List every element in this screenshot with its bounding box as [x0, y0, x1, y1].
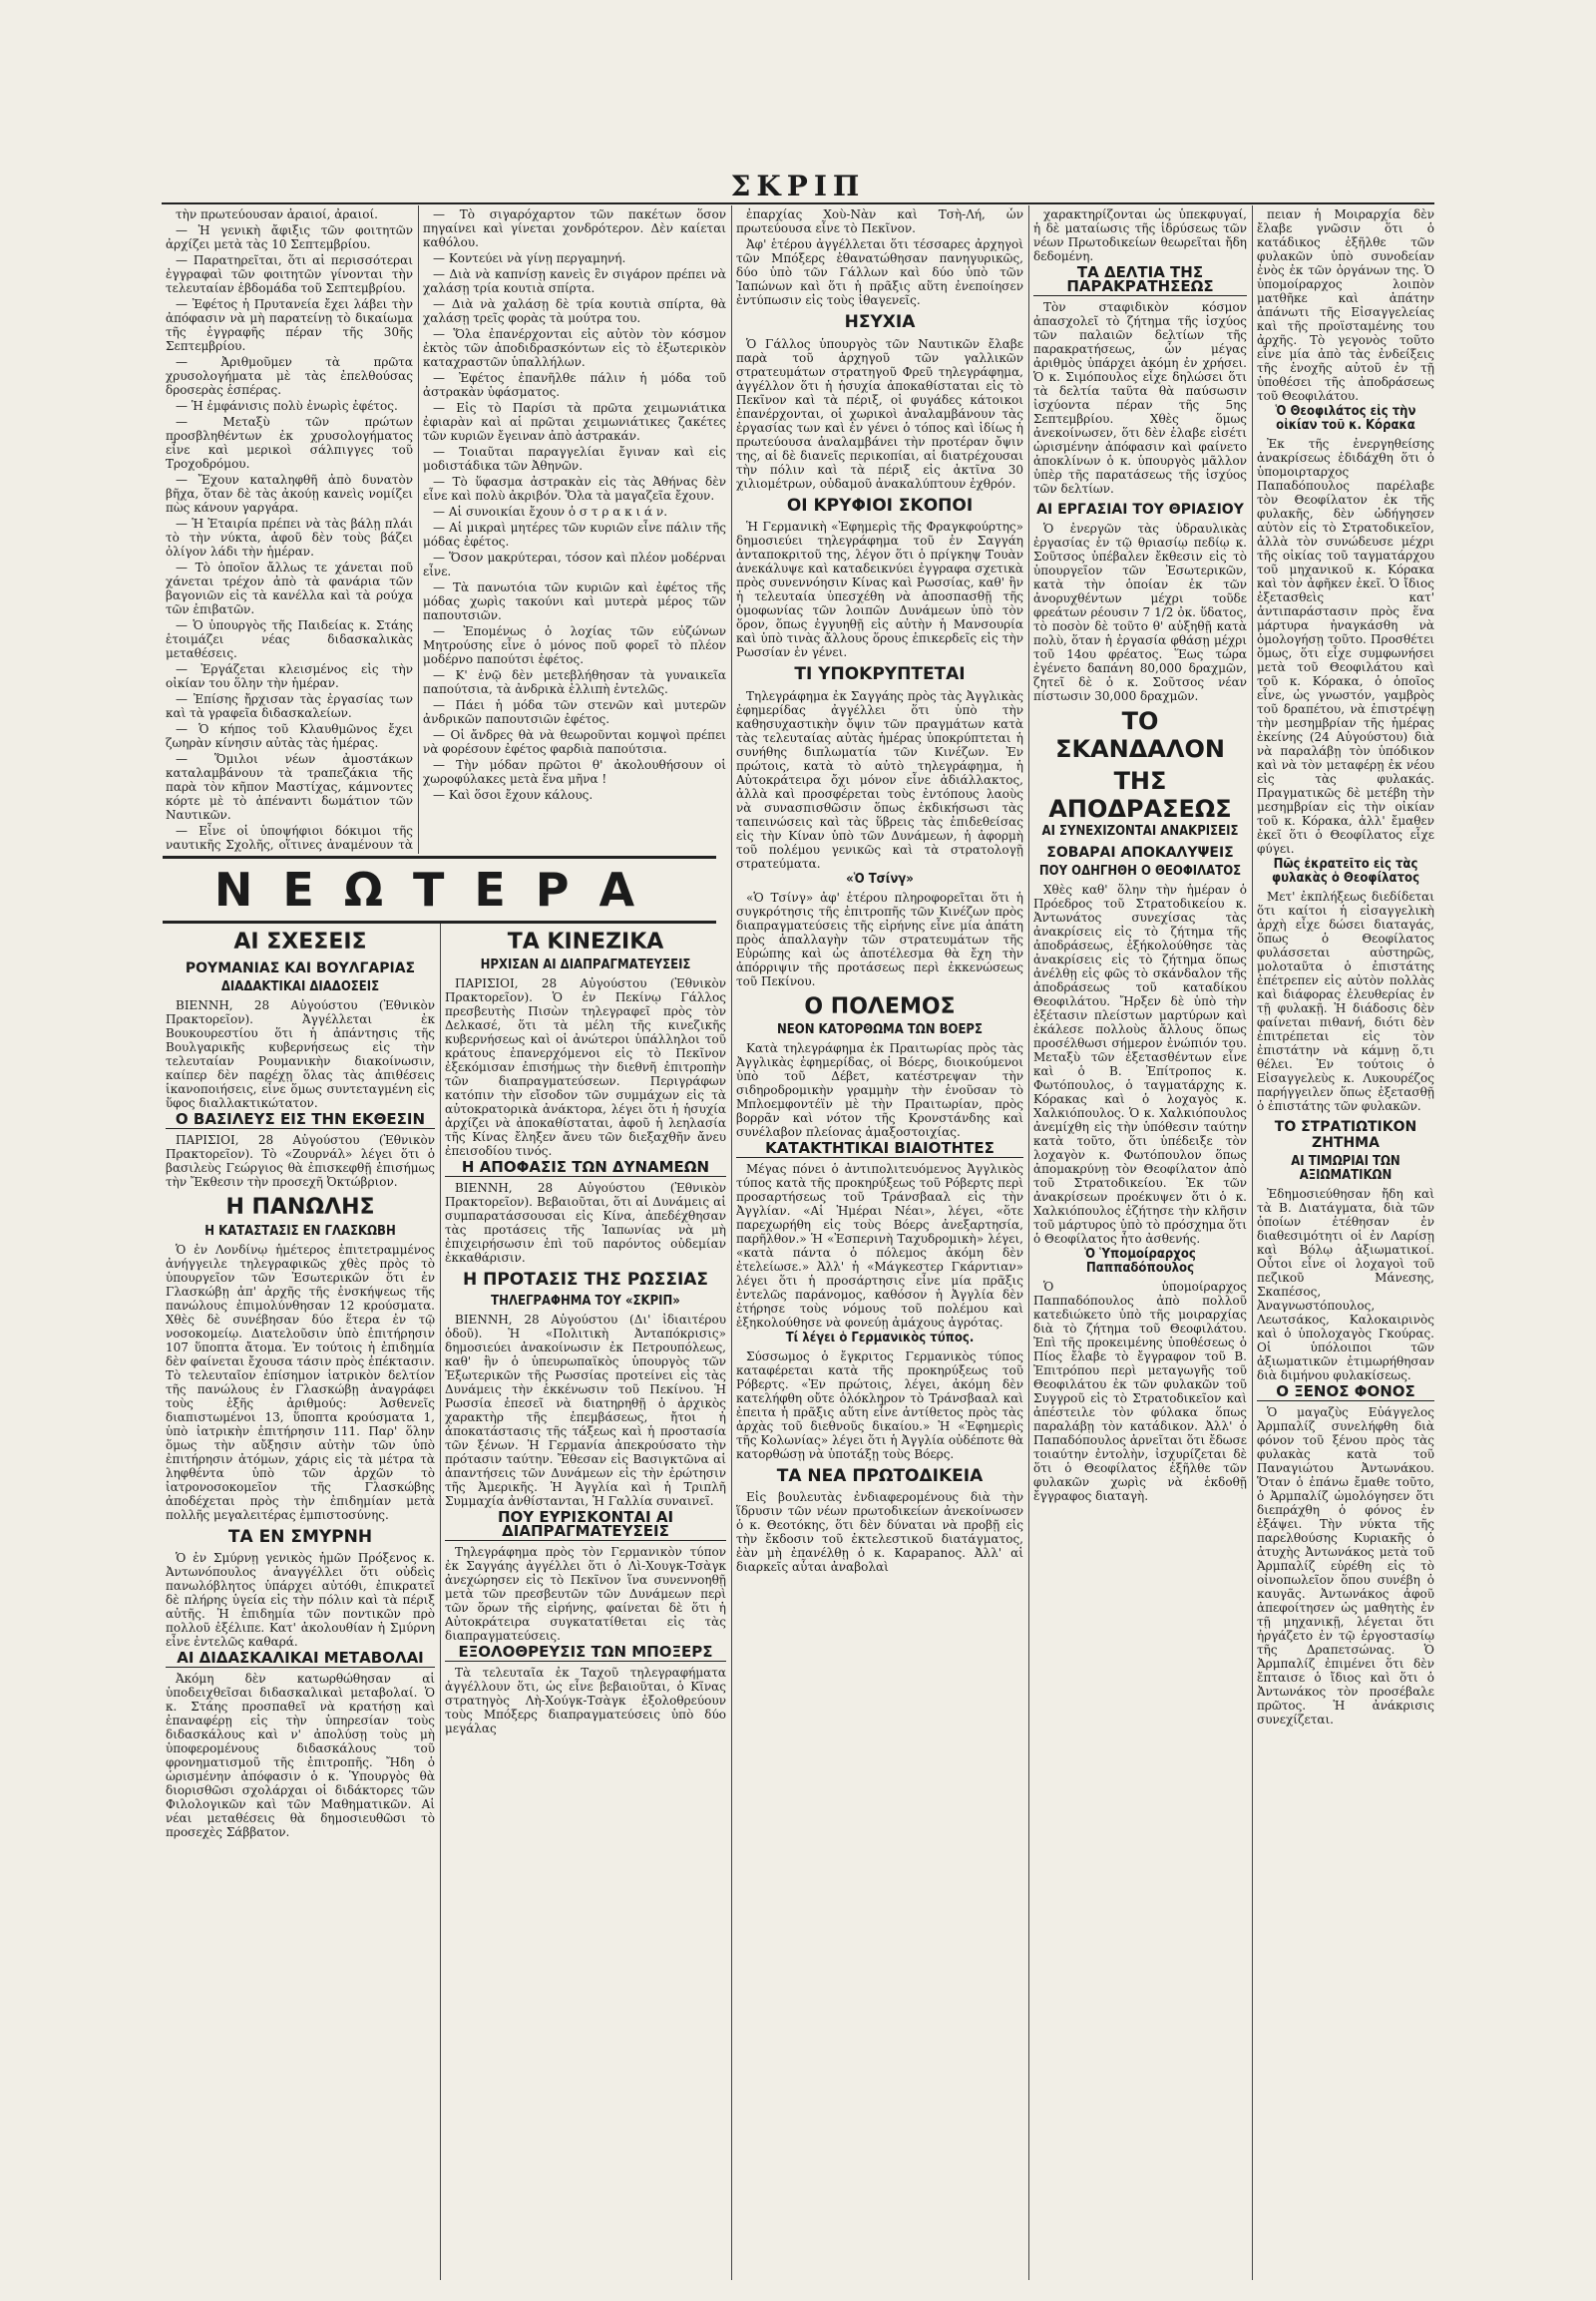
news-item: — Ἐπομένως ὁ λοχίας τῶν εὐζώνων Μητρούσης εἶνε ὁ μόνος ποῦ φορεῖ τὸ πλέον μοδέρνο παπούτσι ἐφέτος. — [423, 624, 726, 666]
news-item: — Ἐργάζεται κλεισμένος εἰς τὴν οἰκίαν του ὅλην τὴν ἡμέραν. — [166, 662, 413, 690]
column-rule — [1252, 205, 1253, 2280]
headline: Ο ΞΕΝΟΣ ΦΟΝΟΣ — [1257, 1384, 1434, 1401]
article-text: Ὁ ἐνεργῶν τὰς ὑδραυλικὰς ἐργασίας ἐν τῷ θριασίῳ πεδίῳ κ. Σοῦτσος ὑπέβαλεν ἔκθεσιν εἰς τὸ ὑπουργεῖον τῶν Ἐσωτερικῶν, κατὰ τὴν ὁποίαν ἐκ τῶν ἀνορυχθέντων μέχρι τοῦδε φρεάτων ρέουσιν 7 1/2 ὀκ. ὕδατος, τὸ ποσὸν δὲ τοῦτο θ' αὐξηθῇ κατὰ πολὺ, ὅταν ἡ ἐργασία φθάσῃ μέχρι τοῦ 14ου φρέατος. Ἕως τώρα ἐγένετο δαπάνη 80,000 δραχμῶν, ζητεῖ δὲ ὁ κ. Σοῦτσος νέαν πίστωσιν 30,000 δραχμῶν. — [1033, 522, 1247, 704]
column-2-news — [445, 924, 726, 2280]
headline: ΤΑ ΔΕΛΤΙΑ ΤΗΣ ΠΑΡΑΚΡΑΤΗΣΕΩΣ — [1033, 265, 1247, 296]
news-item: πειαν ἡ Μοιραρχία δὲν ἔλαβε γνῶσιν ὅτι ὁ κατάδικος ἐξῆλθε τῶν φυλακῶν ὑπὸ συνοδείαν ἐνὸς ἐκ τῶν ὀργάνων της. Ὁ ὑπομοίραρχος λοιπὸν ματθῆκε καὶ ἀπάτην ἀπάνωτι τῆς Εἰσαγγελείας καὶ τῆς προϊσταμένης του ἀρχῆς. Τὸ γεγονὸς τοῦτο εἶνε μία ἀπὸ τὰς ἐνδείξεις τῆς ἐνοχῆς αὐτοῦ ἐν τῇ ὑποθέσει τῆς ἀποδράσεως τοῦ Θεοφιλάτου. — [1257, 207, 1434, 403]
article-text: Ἡ Γερμανικὴ «Ἐφημερὶς τῆς Φραγκφούρτης» δημοσιεύει τηλεγράφημα τοῦ ἐν Σαγγάη ἀνταποκριτοῦ της, λέγον ὅτι ὁ πρίγκηψ Τουὰν ἀνεκάλυψε καὶ καταδεικνύει ἐγγραφα σχετικὰ πρὸς συνεννόησιν Κίνας καὶ Ρωσσίας, καθ' ἣν ἡ τελευταία ὑπεσχέθη νὰ ἀποσπασθῇ τῆς ὁμοφωνίας τῶν λοιπῶν Δυνάμεων ὑπὸ τὸν ὅρον, ὅπως ἐγγυηθῇ εἰς αὐτὴν ἡ Μανσουρία καὶ ὑπὸ τινὰς ἄλλους ὅρους ἐπικερδεῖς εἰς τὴν Ρωσσίαν ἐν γένει. — [736, 520, 1023, 660]
article-text: Ὁ Γάλλος ὑπουργὸς τῶν Ναυτικῶν ἔλαβε παρὰ τοῦ ἀρχηγοῦ τῶν γαλλικῶν στρατευμάτων στρατηγοῦ Φρεῦ τηλεγράφημα, ἀγγέλλον ὅτι ἡ ἡσυχία ἀποκαθίσταται εἰς τὸ Πεκῖνον καὶ τὰ πέριξ, οἱ φυγάδες κάτοικοι ἐπανέρχονται, οἱ χωρικοὶ ἀναλαμβάνουν τὰς ἐργασίας των καὶ ἐν γένει ὁ τόπος καὶ ἰδίως ἡ πρωτεύουσα ἀναλαμβάνει τὴν προτέραν ὄψιν της, αἱ δὲ διανεῖς περικοπίαι, αἱ διατρέχουσαι τὴν πόλιν καὶ τὰ πέριξ εἰς ἀκτῖνα 30 χιλιομέτρων, οὐδαμοῦ ἀνακαλύπτουν ἐχθρόν. — [736, 336, 1023, 491]
subheadline: ΡΟΥΜΑΝΙΑΣ ΚΑΙ ΒΟΥΛΓΑΡΙΑΣ — [185, 960, 416, 977]
column-4 — [1033, 207, 1247, 2280]
subheadline: Ὁ Ὑπομοίραρχος Παππαδόπουλος — [1084, 1247, 1196, 1277]
column-rule — [418, 205, 419, 854]
masthead-rule — [162, 202, 1434, 204]
subheadline: ΝΕΟΝ ΚΑΤΟΡΘΩΜΑ ΤΩΝ ΒΟΕΡΣ — [776, 1021, 983, 1037]
subheadline: ΑΙ ΤΙΜΩΡΙΑΙ ΤΩΝ ΑΞΙΩΜΑΤΙΚΩΝ — [1291, 1154, 1400, 1184]
headline: ΚΑΤΑΚΤΗΤΙΚΑΙ ΒΙΑΙΟΤΗΤΕΣ — [736, 1141, 1023, 1158]
article-text: Τηλεγράφημα ἐκ Σαγγάης πρὸς τὰς Ἀγγλικὰς ἐφημερίδας ἀγγέλλει ὅτι ὑπὸ τὴν καθησυχαστικὴν ὄψιν τῶν πραγμάτων κατὰ τὰς τελευταίας αὐτὰς ἡμέρας ὑποκρύπτεται ἡ συνήθης διπλωματία τῶν Κινέζων. Ἐν πρώτοις, κατὰ τὸ αὐτὸ τηλεγράφημα, ἡ Αὐτοκράτειρα ὄχι μόνον εἶνε ἀδιάλλακτος, ἀλλὰ καὶ προσφέρεται τοὺς ἐντόπους λαοὺς νὰ συνασπισθῶσιν ὅπως ἐκδικήσωσι τὰς ταπεινώσεις καὶ τὰς ὕβρεις τὰς ἐπιδεθείσας εἰς τὴν Κίναν ὑπὸ τῶν Δυνάμεων, ἡ ἀφορμὴ τοῦ πολέμου γενικῶς καὶ τὰ στρατολογῇ στρατεύματα. — [736, 688, 1023, 871]
article-text: ΒΙΕΝΝΗ, 28 Αὐγούστου (Ἐθνικὸν Πρακτορεῖον). Ἀγγέλλεται ἐκ Βουκουρεστίου ὅτι ἡ ἀπάντησις τῆς Βουλγαρικῆς κυβερνήσεως εἰς τὴν τελευταίαν Ρουμανικὴν διακοίνωσιν, καίπερ δὲν παρέχῃ ὅλας τὰς ἀπιθέσεις ἱκανοποιήσεις, εἶνε ὅμως συντεταγμένη εἰς ὕφος διαλλακτικώτατον. — [166, 998, 435, 1111]
news-item: τὴν πρωτεύουσαν ἀραιοί, ἀραιοί. — [176, 207, 378, 221]
column-1-top — [166, 207, 413, 852]
subheadline: Πῶς ἐκρατεῖτο εἰς τὰς φυλακὰς ὁ Θεοφίλατος — [1272, 857, 1419, 886]
subheadline: ΠΟΥ ΟΔΗΓΗΘΗ Ο ΘΕΟΦΙΛΑΤΟΣ — [1038, 864, 1242, 880]
headline: ΑΙ ΣΧΕΣΕΙΣ — [233, 930, 367, 955]
column-rule — [731, 205, 732, 2280]
subheadline: Η ΚΑΤΑΣΤΑΣΙΣ ΕΝ ΓΛΑΣΚΩΒΗ — [204, 1223, 396, 1239]
news-item: — Διὰ νὰ χαλάσῃ δὲ τρία κουτιὰ σπίρτα, θὰ χαλάσῃ τρεῖς φορὰς τὰ μούτρα του. — [423, 297, 726, 325]
column-rule — [1028, 205, 1029, 2280]
article-text: ΒΙΕΝΝΗ, 28 Αὐγούστου (Ἐθνικὸν Πρακτορεῖον). Βεβαιοῦται, ὅτι αἱ Δυνάμεις αἱ συμπαρατάσσουσαι εἰς Κίνα, ἀπεδέχθησαν τὰς προτάσεις τῆς Ἰαπωνίας νὰ μὴ ἐπιχειρήσωσιν ἐπὶ τοῦ παρόντος οὐδεμίαν ἐκκαθάρισιν. — [445, 1181, 726, 1266]
news-item: — Ὁ κήπος τοῦ Κλαυθμῶνος ἔχει ζωηρὰν κίνησιν αὐτὰς τὰς ἡμέρας. — [166, 722, 413, 750]
headline: ΑΙ ΕΡΓΑΣΙΑΙ ΤΟΥ ΘΡΙΑΣΙΟΥ — [1036, 502, 1244, 518]
headline: Ο ΠΟΛΕΜΟΣ — [804, 993, 956, 1019]
article-text: Κατὰ τηλεγράφημα ἐκ Πραιτωρίας πρὸς τὰς Ἀγγλικὰς ἐφημερίδας, οἱ Βόερς, διοικούμενοι ὑπὸ τοῦ Δέβετ, κατέστρεψαν τὴν σιδηροδρομικὴν γραμμὴν τὴν ἑνοῦσαν τὸ Μπλοεμφοντέϊν μὲ τὴν Πραιτωρίαν, πρὸς βορρᾶν καὶ νότον τῆς Κρονστάνδης καὶ συνέλαβον πλείονας ἁμαξοστοιχίας. — [736, 1040, 1023, 1139]
article-text: «Ὁ Τσίνγ» ἀφ' ἑτέρου πληροφορεῖται ὅτι ἡ συγκρότησις τῆς ἐπιτροπῆς τῶν Κινέζων πρὸς διαπραγματεύσεις τῆς εἰρήνης εἶνε μία ἀπάτη πρὸς ἀπαλλαγὴν τῶν στρατευμάτων τῆς Εὐρώπης καὶ ὡς ἀποτέλεσμα θὰ ἔχη τὴν ἀπόρριψιν τῆς προτάσεως περὶ ἐκκενώσεως τοῦ Πεκίνου. — [736, 890, 1023, 988]
headline: Ο ΒΑΣΙΛΕΥΣ ΕΙΣ ΤΗΝ ΕΚΘΕΣΙΝ — [166, 1112, 435, 1129]
headline: ΤΙ ΥΠΟΚΡΥΠΤΕΤΑΙ — [794, 664, 966, 685]
masthead-title: ΣΚΡΙΠ — [730, 170, 866, 202]
news-item: — Ἡ Ἑταιρία πρέπει νὰ τὰς βάλῃ πλάι τὸ τὴν νύκτα, ἀφοῦ δὲν τοὺς βάζει ὀλίγον λάδι τὴν ἡμέραν. — [166, 517, 413, 559]
news-item: — Αἱ συνοικίαι ἔχουν ὁ σ τ ρ α κ ι ά ν. — [433, 505, 668, 519]
news-item: — Εἰς τὸ Παρίσι τὰ πρῶτα χειμωνιάτικα ἐφιαρὰν καὶ αἱ πρῶται χειμωνιάτικες ζακέτες τῶν κυριῶν ἔγειναν ἀπὸ ἀστρακάν. — [423, 401, 726, 443]
subheadline: ΔΙΑΔΑΚΤΙΚΑΙ ΔΙΑΔΟΣΕΙΣ — [220, 979, 380, 995]
news-item: — Τὰ πανωτόια τῶν κυριῶν καὶ ἐφέτος τῆς μόδας χωρὶς τακούνι καὶ μυτερὰ μέρος τῶν παπουτσιῶν. — [423, 580, 726, 622]
headline: Η ΠΡΟΤΑΣΙΣ ΤΗΣ ΡΩΣΣΙΑΣ — [462, 1270, 709, 1291]
news-item: χαρακτηρίζονται ὡς ὑπεκφυγαί, ἡ δὲ ματαίωσις τῆς ἱδρύσεως τῶν νέων Πρωτοδικείων θεωρεῖται ἤδη δεδομένη. — [1033, 207, 1247, 263]
headline: ΑΙ ΔΙΔΑΣΚΑΛΙΚΑΙ ΜΕΤΑΒΟΛΑΙ — [166, 1651, 435, 1668]
news-item: — Κ' ἐνῷ δὲν μετεβλήθησαν τὰ γυναικεῖα παπούτσια, τὰ ἀνδρικὰ ἐλλιπὴ ἐντελῶς. — [423, 668, 726, 696]
news-item: — Τὴν μόδαν πρῶτοι θ' ἀκολουθήσουν οἱ χωροφύλακες μετὰ ἕνα μῆνα ! — [423, 758, 726, 786]
section-banner-neotera: ΝΕΩΤΕΡΑ — [163, 856, 716, 924]
subheadline: «Ὁ Τσίνγ» — [846, 871, 914, 887]
news-item: — Ὅλα ἐπανέρχονται εἰς αὐτὸν τὸν κόσμον ἐκτὸς τῶν ἀποδιδρασκόντων εἰς τὸ ἐξωτερικὸν καταχραστῶν ὑπαλλήλων. — [423, 327, 726, 369]
news-item: — Διὰ νὰ καπνίσῃ κανεὶς ἓν σιγάρον πρέπει νὰ χαλάσῃ τρία κουτιὰ σπίρτα. — [423, 267, 726, 295]
article-text: Χθὲς καθ' ὅλην τὴν ἡμέραν ὁ Πρόεδρος τοῦ Στρατοδικείου κ. Ἀντωνάτος συνεχίσας τὰς ἀνακρίσεις εἰς τὸ ζήτημα τῆς ἀποδράσεως, ἐξήκολούθησε τὰς ἀνακρίσεις εἰς τὸ ζήτημα ὅπως ἀνέλθῃ εἰς φῶς τὸ σκάνδαλον τῆς ἀποδράσεως τοῦ καταδίκου Θεοφιλάτου. Ἤρξεν δὲ ὑπὸ τὴν ἐξέτασιν πλείστων μαρτύρων καὶ ἐκάλεσε πολλοὺς ἄλλους ὅπως προσέλθωσι σήμερον ἐνώπιόν του. Μεταξὺ τῶν ἐξετασθέντων εἶνε καὶ ὁ Β. Ἐπίτροπος κ. Φωτόπουλος, ὁ ταγματάρχης κ. Κόρακας καὶ ὁ λοχαγὸς κ. Χαλκιόπουλος. Ὁ κ. Χαλκιόπουλος ἀνεμίχθη εἰς τὴν ὑπόθεσιν ταύτην κατὰ τοῦτο, ὅτι ὑπέδειξε τὸν λοχαγὸν κ. Φωτόπουλον ὅπως ἀπομακρύνῃ τὸν Θεοφίλατον ἀπὸ τοῦ Στρατοδικείου. Ἐκ τῶν ἀνακρίσεων προέκυψεν ὅτι ὁ κ. Χαλκιόπουλος ἐζήτησε τὴν κλῆσιν τοῦ μάρτυρος ὑπὸ τὸ πρόσχημα ὅτι ὁ Θεοφίλατος ἦτο ἀσθενής. — [1033, 883, 1247, 1247]
news-item: — Τοιαῦται παραγγελίαι ἔγιναν καὶ εἰς μοδιστάδικα τῶν Ἀθηνῶν. — [423, 445, 726, 473]
column-3 — [736, 207, 1023, 2280]
news-item: — Παρατηρεῖται, ὅτι αἱ περισσότεραι ἐγγραφαὶ τῶν φοιτητῶν γίνονται τὴν τελευταίαν ἑβδομάδα τοῦ Σεπτεμβρίου. — [166, 253, 413, 295]
news-item: — Ἔχουν καταληφθῆ ἀπὸ δυνατὸν βῆχα, ὅταν δὲ τὰς ἀκούῃ κανεὶς νομίζει πὼς κάνουν γαργάρα. — [166, 473, 413, 515]
column-rule — [440, 922, 441, 2280]
subheadline: ΤΗΛΕΓΡΑΦΗΜΑ ΤΟΥ «ΣΚΡΙΠ» — [491, 1293, 680, 1309]
headline: ΟΙ ΚΡΥΦΙΟΙ ΣΚΟΠΟΙ — [786, 495, 974, 516]
subheadline: Ὁ Θεοφιλάτος εἰς τὴν οἰκίαν τοῦ κ. Κόρακα — [1275, 404, 1416, 433]
article-text: Τηλεγράφημα πρὸς τὸν Γερμανικὸν τύπον ἐκ Σαγγάης ἀγγέλλει ὅτι ὁ Λὶ-Χουγκ-Τσὰγκ ἀνεχώρησεν εἰς τὸ Πεκῖνον ἵνα συνεννοηθῇ μετὰ τῶν πρεσβευτῶν τῶν Δυνάμεων περὶ τῶν ὅρων τῆς εἰρήνης, φαίνεται δὲ ὅτι ἡ Αὐτοκράτειρα συγκατατίθεται εἰς τὰς διαπραγματεύσεις. — [445, 1544, 726, 1643]
news-item: — Εἶνε οἱ ὑποψήφιοι δόκιμοι τῆς ναυτικῆς Σχολῆς, οἵτινες ἀναμένουν τὰ — [166, 824, 413, 852]
article-text: Σύσσωμος ὁ ἔγκριτος Γερμανικὸς τύπος καταφέρεται κατὰ τῆς προκηρύξεως τοῦ Ρόβερτς. «Ἐν πρώτοις, λέγει, ἀκόμη δὲν κατελήφθη οὔτε ὁλόκληρον τὸ Τράνσβααλ καὶ ἐπειτα ἡ πρᾶξις αὕτη εἶνε ἀντίθετος πρὸς τὰς ἀρχὰς τοῦ διεθνοῦς δικαίου.» Ἡ «Ἐφημερὶς τῆς Κολωνίας» λέγει ὅτι ἡ Ἀγγλία οὐδέποτε θὰ κατορθώσῃ νὰ ὑποτάξῃ τοὺς Βόερς. — [736, 1348, 1023, 1461]
news-item: ἐπαρχίας Χοὺ-Νὰν καὶ Τσὴ-Λή, ὧν πρωτεύουσα εἶνε τὸ Πεκῖνον. — [736, 207, 1023, 235]
headline: ΤΟ ΣΚΑΝΔΑΛΟΝ — [1055, 707, 1225, 764]
article-text: Τὰ τελευταῖα ἐκ Ταχοῦ τηλεγραφήματα ἀγγέλλουν ὅτι, ὡς εἶνε βεβαιοῦται, ὁ Κῖνας στρατηγὸς Λὴ-Χούγκ-Τσὰγκ ἐξολοθρεύουν τοὺς Μπόξερς διαπραγματεύσεις ὑπὸ δύο μεγάλας — [445, 1665, 726, 1735]
column-2-top — [423, 207, 726, 852]
news-item: — Πάει ἡ μόδα τῶν στενῶν καὶ μυτερῶν ἀνδρικῶν παπουτσιῶν ἐφέτος. — [423, 698, 726, 726]
headline: ΤΑ ΕΝ ΣΜΥΡΝΗ — [227, 1526, 373, 1547]
news-item: — Ἡ γενικὴ ἄφιξις τῶν φοιτητῶν ἀρχίζει μετὰ τὰς 10 Σεπτεμβρίου. — [166, 223, 413, 251]
news-item: — Ὁ ὑπουργὸς τῆς Παιδείας κ. Στάης ἑτοιμάζει νέας διδασκαλικὰς μεταθέσεις. — [166, 618, 413, 660]
subheadline: ΑΙ ΣΥΝΕΧΙΖΟΝΤΑΙ ΑΝΑΚΡΙΣΕΙΣ — [1041, 824, 1239, 840]
news-item: — Ἡ ἐμφάνισις πολὺ ἐνωρὶς ἐφέτος. — [176, 399, 398, 413]
news-item: — Καὶ ὅσοι ἔχουν κάλους. — [433, 788, 594, 802]
column-1-news — [166, 924, 435, 2280]
article-text: ΒΙΕΝΝΗ, 28 Αὐγούστου (Δι' ἰδιαιτέρου ὁδοῦ). Ἡ «Πολιτικὴ Ἀνταπόκρισις» δημοσιεύει ἀνακοίνωσιν ἐκ Πετρουπόλεως, καθ' ἣν ὁ ὑπευρωπαϊκὸς ὑπουργὸς τῶν Ἐξωτερικῶν τῆς Ρωσσίας προτείνει εἰς τὰς Δυνάμεις τὴν ἐκκένωσιν τοῦ Πεκίνου. Ἡ Ρωσσία ἐπεσεῖ νὰ διατηρηθῇ ὁ ἀρχικὸς χαρακτὴρ τῆς ἐπεμβάσεως, ἤτοι ἡ ἀποκατάστασις τῆς τάξεως καὶ ἡ προστασία τῶν ξένων. Ἡ Γερμανία ἀπεκρούσατο τὴν πρότασιν ταύτην. Ἔθεσαν εἰς Βασιγκτῶνα αἱ ἀπαντήσεις τῶν Δυνάμεων εἰς τὴν ἐρώτησιν τῆς Ἀμερικῆς. Ἡ Ἀγγλία καὶ ἡ Τριπλῆ Συμμαχία ἀνθίστανται, Ἡ Γαλλία συναινεῖ. — [445, 1312, 726, 1508]
article-text: Εἰς βουλευτὰς ἐνδιαφερομένους διὰ τὴν ἵδρυσιν τῶν νέων πρωτοδικείων ἀνεκοίνωσεν ὁ κ. Θεοτόκης, ὅτι δὲν δύναται νὰ προβῇ εἰς τὴν ἔκδοσιν τοῦ ἐκτελεστικοῦ διατάγματος, ἐὰν μὴ ἐπανέλθῃ ὁ κ. Καρapanος. Ἀλλ' αἱ διαρκεῖς αὗται ἀναβολαὶ — [736, 1490, 1023, 1575]
headline: ΗΣΥΧΙΑ — [844, 312, 916, 332]
article-text: Ἐκ τῆς ἐνεργηθείσης ἀνακρίσεως ἐδιδάχθη ὅτι ὁ ὑπομοιρταρχος Παπαδόπουλος παρέλαβε τὸν Θεοφίλατον ἐκ τῆς φυλακῆς, δὲν ὡδήγησεν αὐτὸν εἰς τὸ Στρατοδικεῖον, ἀλλὰ τὸν συνώδευσε μέχρι τῆς οἰκίας τοῦ ταγματάρχου τοῦ μηχανικοῦ κ. Κόρακα καὶ τὸν ἀφῆκεν ἐκεῖ. Ὁ ἴδιος ἐξετασθεὶς κατ' ἀντιπαράστασιν πρὸς ἕνα μάρτυρα ἠναγκάσθη νὰ ὁμολογήσῃ τοῦτο. Προσθέτει ὅμως, ὅτι εἶχε συμφωνήσει μετὰ τοῦ Θεοφιλάτου καὶ τοῦ κ. Κόρακα, ὁ ὁποῖος εἶνε, ὡς γνωστόν, γαμβρὸς τοῦ δραπέτου, νὰ ἐπιστρέψῃ τὴν μεσημβρίαν τῆς ἡμέρας ἐκείνης (24 Αὐγούστου) διὰ νὰ παραλάβῃ τὸν ὑπόδικον καὶ νὰ τὸν μεταφέρῃ ἐκ νέου εἰς τὰς φυλακάς. Πραγματικῶς δὲ μετέβη τὴν μεσημβρίαν εἰς τὴν οἰκίαν τοῦ κ. Κόρακα, ἀλλ' ἔμαθεν ἐκεῖ ὅτι ὁ Θεοφίλατος εἶχε φύγει. — [1257, 437, 1434, 856]
headline: ΤΟ ΣΤΡΑΤΙΩΤΙΚΟΝ ΖΗΤΗΜΑ — [1274, 1119, 1417, 1152]
news-item: — Κοντεύει νὰ γίνῃ περγαμηνή. — [433, 251, 626, 265]
subheadline: ΗΡΧΙΣΑΝ ΑΙ ΔΙΑΠΡΑΓΜΑΤΕΥΣΕΙΣ — [480, 958, 691, 973]
subheadline: ΣΟΒΑΡΑΙ ΑΠΟΚΑΛΥΨΕΙΣ — [1046, 845, 1234, 862]
news-item: — Τὸ ὕφασμα ἀστρακὰν εἰς τὰς Ἀθήνας δὲν εἶνε καὶ πολὺ ἀκριβόν. Ὅλα τὰ μαγαζεῖα ἔχουν. — [423, 475, 726, 503]
news-item: — Ὅσον μακρύτεραι, τόσον καὶ πλέον μοδέρναι εἶνε. — [423, 551, 726, 578]
article-text: Ὁ ἐν Σμύρνῃ γενικὸς ἡμῶν Πρόξενος κ. Ἀντωνόπουλος ἀναγγέλλει ὅτι οὐδεὶς πανωλόβλητος ὑπάρχει αὐτόθι, ἐπικρατεῖ δὲ πλήρης ὑγεία εἰς τὴν πόλιν καὶ τὰ πέριξ αὐτῆς. Ἡ ἐπιδημία τῶν ποντικῶν πρὸ πολλοῦ ἐξέλιπε. Κατ' ἀκολουθίαν ἡ Σμύρνη εἶνε ἐντελῶς καθαρά. — [166, 1551, 435, 1650]
news-item: — Μεταξὺ τῶν πρώτων προσβληθέντων ἐκ χρυσολογήματος εἶνε καὶ μερικοὶ σάλπιγγες τοῦ Τροχοδρόμου. — [166, 415, 413, 471]
news-item: — Ἐφέτος ἡ Πρυτανεία ἔχει λάβει τὴν ἀπόφασιν νὰ μὴ παρατείνῃ τὸ δικαίωμα τῆς ἐγγραφῆς πέραν τῆς 30ῆς Σεπτεμβρίου. — [166, 297, 413, 353]
news-item: Ἀφ' ἑτέρου ἀγγέλλεται ὅτι τέσσαρες ἀρχηγοὶ τῶν Μπόξερς ἐθανατώθησαν πανηγυρικῶς, δύο ὑπὸ τῶν Γάλλων καὶ δύο ὑπὸ τῶν Ἰαπώνων καὶ ὅτι ἡ πρᾶξις αὕτη ἐνεποίησεν ἐντύπωσιν εἰς τοὺς ἰθαγενεῖς. — [736, 237, 1023, 307]
headline: ΤΑ ΚΙΝΕΖΙΚΑ — [507, 930, 664, 955]
article-text: ΠΑΡΙΣΙΟΙ, 28 Αὐγούστου (Ἐθνικὸν Πρακτορεῖον). Τὸ «Ζουρνάλ» λέγει ὅτι ὁ βασιλεὺς Γεώργιος θὰ ἐπισκεφθῇ ἐπισήμως τὴν Ἔκθεσιν τὴν προσεχῆ Ὀκτώβριον. — [166, 1133, 435, 1190]
headline: Η ΑΠΟΦΑΣΙΣ ΤΩΝ ΔΥΝΑΜΕΩΝ — [445, 1160, 726, 1177]
news-item: — Αἱ μικραὶ μητέρες τῶν κυριῶν εἶνε πάλιν τῆς μόδας ἐφέτος. — [423, 521, 726, 549]
headline: ΤΑ ΝΕΑ ΠΡΩΤΟΔΙΚΕΙΑ — [776, 1465, 984, 1486]
column-5 — [1257, 207, 1434, 2280]
subheadline: Τί λέγει ὁ Γερμανικὸς τύπος. — [785, 1330, 975, 1345]
article-text: Μετ' ἐκπλήξεως διεδίδεται ὅτι καίτοι ἡ εἰσαγγελικὴ ἀρχὴ εἶχε δώσει διαταγάς, ὅπως ὁ Θεοφίλατος φυλάσσεται αὐστηρῶς, μολοταῦτα ὁ ἐπιστάτης ἐπέτρεπεν εἰς αὐτὸν πολλὰς καὶ διάφορας ἐλευθερίας ἐν τῇ φυλακῇ. Ἡ διάδοσις δὲν φαίνεται πιθανή, διότι δὲν ἐπιτρέπεται εἰς τὸν ἐπιστάτην νὰ κάμνῃ ὅ,τι θέλει. Ἐν τούτοις ὁ Εἰσαγγελεὺς κ. Λυκουρέζος παρήγγειλεν ὅπως ἐξετασθῇ ὁ ἐπιστάτης τῶν φυλακῶν. — [1257, 890, 1434, 1113]
news-item: — Οἱ ἄνδρες θὰ νὰ θεωροῦνται κομψοὶ πρέπει νὰ φορέσουν ἐφέτος φαρδιὰ παπούτσια. — [423, 728, 726, 756]
article-text: Ὁ ἐν Λονδίνῳ ἡμέτερος ἐπιτετραμμένος ἀνήγγειλε τηλεγραφικῶς χθὲς πρὸς τὸ ὑπουργεῖον τῶν Ἐσωτερικῶν ὅτι ἐν Γλασκώβῃ ἀπ' ἀρχῆς τῆς ἐνσκήψεως τῆς πανώλους ἐπιμολύνθησαν 12 κρούσματα. Χθὲς δὲ συνέβησαν δύο ἕτερα ἐν τῷ νοσοκομείῳ. Διατελοῦσιν ὑπὸ ἐπιτήρησιν 107 ὕποπτα ἄτομα. Ἐν τούτοις ἡ ἐπιδημία δὲν φαίνεται ἔχουσα τάσιν πρὸς ἐπέκτασιν. Τὸ τελευταῖον ἐπίσημον ἰατρικὸν δελτίον τῆς πανώλους ἐν Γλασκώβῃ ἀναγράφει τοὺς ἑξῆς ἀριθμούς: Ἀσθενεῖς διαπιστωμένοι 13, ὕποπτα κρούσματα 1, ὑπὸ ἰατρικὴν ἐπιτήρησιν 111. Παρ' ὅλην ὅμως τὴν αὔξησιν αὐτὴν τῶν ὑπὸ ἐπιτήρησιν ἀτόμων, χάρις εἰς τὰ μέτρα τὰ ληφθέντα ὑπὸ τῶν ἀρχῶν τὸ ἰατρονοσοκομεῖον τῆς Γλασκώβης ἀποδέχεται πρὸς τὴν ἐπιδημίαν μετὰ πολλῆς μεγαλειτέρας ἐμπιστοσύνης. — [166, 1242, 435, 1522]
news-item: — Ἀριθμοῦμεν τὰ πρῶτα χρυσολογήματα μὲ τὰς ἐπελθούσας δροσερὰς ἑσπέρας. — [166, 355, 413, 397]
headline: ΤΗΣ ΑΠΟΔΡΑΣΕΩΣ — [1048, 767, 1232, 824]
news-item: — Ὅμιλοι νέων ἀμοστάκων καταλαμβάνουν τὰ τραπεζάκια τῆς παρὰ τὸν κῆπον Μαστίχας, κάμνοντες κόρτε μὲ τὸ ἀπέναντι δωμάτιον τῶν Ναυτικῶν. — [166, 752, 413, 822]
article-text: Ὁ μαγαζὺς Εὐάγγελος Ἀρμπαλίζ συνελήφθη διὰ φόνον τοῦ ξένου πρὸς τὰς φυλακὰς κατὰ τοῦ Παναγιώτου Ἀντωνάκου. Ὅταν ὁ ἐπάνω ἔμαθε τοῦτο, ὁ Ἀρμπαλίζ ὡμολόγησεν ὅτι διεπράχθη ὁ φόνος ἐν ἐξάψει. Τὴν νύκτα τῆς παρελθούσης Κυριακῆς ὁ ἀτυχὴς Ἀντωνάκος μετὰ τοῦ Ἀρμπαλίζ εὑρέθη εἰς τὸ οἰνοπωλεῖον ὅπου συνέβη ὁ καυγᾶς. Ἀντωνάκος ἀφοῦ ἀπεφοίτησεν ὡς μαθητὴς ἐν τῇ μηχανικῇ, λέγεται ὅτι ἠργάζετο ἐν τῷ ἐργοστασίῳ τῆς Δραπετσώνας. Ὁ Ἀρμπαλίζ ἐπιμένει ὅτι δὲν ἔπταισε ὁ ἴδιος καὶ ὅτι ὁ Ἀντωνάκος τὸν προσέβαλε πρῶτος. Ἡ ἀνάκρισις συνεχίζεται. — [1257, 1405, 1434, 1727]
headline: ΠΟΥ ΕΥΡΙΣΚΟΝΤΑΙ ΑΙ ΔΙΑΠΡΑΓΜΑΤΕΥΣΕΙΣ — [445, 1510, 726, 1541]
news-item: — Τὸ σιγαρόχαρτον τῶν πακέτων ὅσον πηγαίνει καὶ γίνεται χονδρότερον. Δὲν καίεται καθόλου. — [423, 207, 726, 249]
article-text: Ἀκόμη δὲν κατωρθώθησαν αἱ ὑποδειχθεῖσαι διδασκαλικαὶ μεταβολαί. Ὁ κ. Στάης προσπαθεῖ νὰ κρατήσῃ καὶ ἐπαναφέρῃ εἰς τὴν ὑπηρεσίαν τοὺς διδασκάλους καὶ ν' ἀπολύσῃ τοὺς μὴ ὑποφερομένους διδασκάλους τοῦ φρονηματισμοῦ τῆς ἐπιτροπῆς. Ἤδη ὁ ὡρισμένην ἀπόφασιν ὁ κ. Ὑπουργὸς θὰ διορισθῶσι σχολάρχαι οἱ διδάκτορες τῶν Φιλολογικῶν καὶ τῶν Μαθηματικῶν. Αἱ νέαι μεταθέσεις θὰ δημοσιευθῶσι τὸ προσεχὲς Σάββατον. — [166, 1672, 435, 1840]
article-text: ΠΑΡΙΣΙΟΙ, 28 Αὐγούστου (Ἐθνικὸν Πρακτορεῖον). Ὁ ἐν Πεκίνῳ Γάλλος πρεσβευτὴς Πισὼν τηλεγραφεῖ πρὸς τὸν Δελκασέ, ὅτι τὰ μέλη τῆς κινεζικῆς κυβερνήσεως καὶ οἱ ἀνώτεροι ὑπάλληλοι τοῦ κράτους ἐπανερχόμενοι εἰς τὸ Πεκῖνον ἐξεκόμισαν ἐπισήμως τὴν διεθνῆ ἐπιτροπὴν τῶν διαπραγματεύσεων. Περιγράφων κατόπιν τὴν εἴσοδον τῶν συμμάχων εἰς τὰ αὐτοκρατορικὰ ἀνάκτορα, λέγει ὅτι ἡ ἡσυχία ἀρχίζει νὰ ἀποκαθίσταται, ἀφοῦ ἡ λεηλασία τῆς Κίνας ἔληξεν ἄνευ τῶν διεξαχθῆν ἄνευ ἐπεισοδίου τινός. — [445, 976, 726, 1159]
article-text: Ὁ ὑπομοίραρχος Παππαδόπουλος ἀπὸ πολλοῦ κατεδιώκετο ὑπὸ τῆς μοιραρχίας διὰ τὸ ζήτημα τοῦ Θεοφιλάτου. Ἐπὶ τῆς προκειμένης ὑποθέσεως ὁ Πίος ἔλαβε τὸ ἔγγραφον τοῦ Β. Ἐπιτρόπου περὶ μεταγωγῆς τοῦ Θεοφιλάτου ἐκ τῶν φυλακῶν τοῦ Συγγροῦ εἰς τὸ Στρατοδικεῖον καὶ ἀπέστειλε τὸν φύλακα ὅπως παραλάβῃ τὸν κατάδικον. Ἀλλ' ὁ Παπαδόπουλος ἀρνεῖται ὅτι ἔδωσε τοιαύτην ἐντολὴν, ἰσχυρίζεται δὲ ὅτι ὁ Θεοφίλατος ἐξῆλθε τῶν φυλακῶν χωρὶς νὰ ἐκδοθῇ ἔγγραφος διαταγὴ. — [1033, 1280, 1247, 1504]
article-text: Τὸν σταφιδικὸν κόσμον ἀπασχολεῖ τὸ ζήτημα τῆς ἰσχύος τῶν παλαιῶν δελτίων τῆς παρακρατήσεως, ὧν μέγας ἀριθμὸς ὑπάρχει ἀκόμη ἐν χρήσει. Ὁ κ. Σιμόπουλος εἶχε δηλώσει ὅτι τὰ δελτία ταῦτα θὰ παύσωσιν ἰσχύοντα πέραν τῆς 5ης Σεπτεμβρίου. Χθὲς ὅμως ἀνεκοίνωσεν, ὅτι δὲν ἐλαβε εἰσέτι ὡρισμένην ἀπόφασιν καὶ φαίνετο ἀποκλίνων ὁ κ. ὑπουργὸς μᾶλλον ὑπὲρ τῆς παρατάσεως τῆς ἰσχύος τῶν δελτίων. — [1033, 300, 1247, 496]
article-text: Μέγας πόνει ὁ ἀντιπολιτευόμενος Ἀγγλικὸς τύπος κατὰ τῆς προκηρύξεως τοῦ Ρόβερτς περὶ προσαρτήσεως τοῦ Τράνσβααλ εἰς τὴν Ἀγγλίαν. «Αἱ Ἡμέραι Νέαι», λέγει, «ὅτε παρεχωρήθη εἰς τοὺς Βόερς ἀνεξαρτησία, παρῆλθον.» Ἡ «Ἐσπερινὴ Ταχυδρομικὴ» λέγει, «κατὰ πάντα ὁ πόλεμος ἀκόμη δὲν ἐτελείωσε.» Ἀλλ' ἡ «Μάγκεστερ Γκάρντιαν» λέγει ὅτι ἡ προσάρτησις εἶνε μία πρᾶξις ἐντελῶς παράνομος, καθόσον ἡ Ἀγγλία δὲν ἐτήρησε τοὺς νόμους τοῦ πολέμου καὶ ἐξηκολούθησε νὰ φονεύῃ ἀμάχους ἀγρότας. — [736, 1161, 1023, 1330]
news-item: — Ἐπίσης ἤρχισαν τὰς ἐργασίας των καὶ τὰ γραφεῖα διδασκαλείων. — [166, 692, 413, 720]
article-text: Ἐδημοσιεύθησαν ἤδη καὶ τὰ Β. Διατάγματα, διὰ τῶν ὁποίων ἐτέθησαν ἐν διαθεσιμότητι οἱ ἐν Λαρίσῃ καὶ Βόλῳ ἀξιωματικοί. Οὗτοι εἶνε οἱ λοχαγοὶ τοῦ πεζικοῦ Μάνεσης, Σκαπέσος, Ἀναγνωστόπουλος, Λεωτσάκος, Καλοκαιρινὸς καὶ ὁ ὑπολοχαγὸς Γκούρας. Οἱ ὑπόλοιποι τῶν ἀξιωματικῶν ἐτιμωρήθησαν διὰ διμήνου φυλακίσεως. — [1257, 1187, 1434, 1383]
headline: ΕΞΟΛΟΘΡΕΥΣΙΣ ΤΩΝ ΜΠΟΞΕΡΣ — [445, 1645, 726, 1662]
headline: Η ΠΑΝΩΛΗΣ — [225, 1195, 375, 1221]
news-item: — Ἐφέτος ἐπανῆλθε πάλιν ἡ μόδα τοῦ ἀστρακὰν ὑφάσματος. — [423, 371, 726, 399]
news-item: — Τὸ ὁποῖον ἄλλως τε χάνεται ποῦ χάνεται τρέχον ἀπὸ τὰ φανάρια τῶν βαγονιῶν εἰς τὰ κανέλλα καὶ τὰ ρούχα τῶν ἐπιβατῶν. — [166, 561, 413, 616]
